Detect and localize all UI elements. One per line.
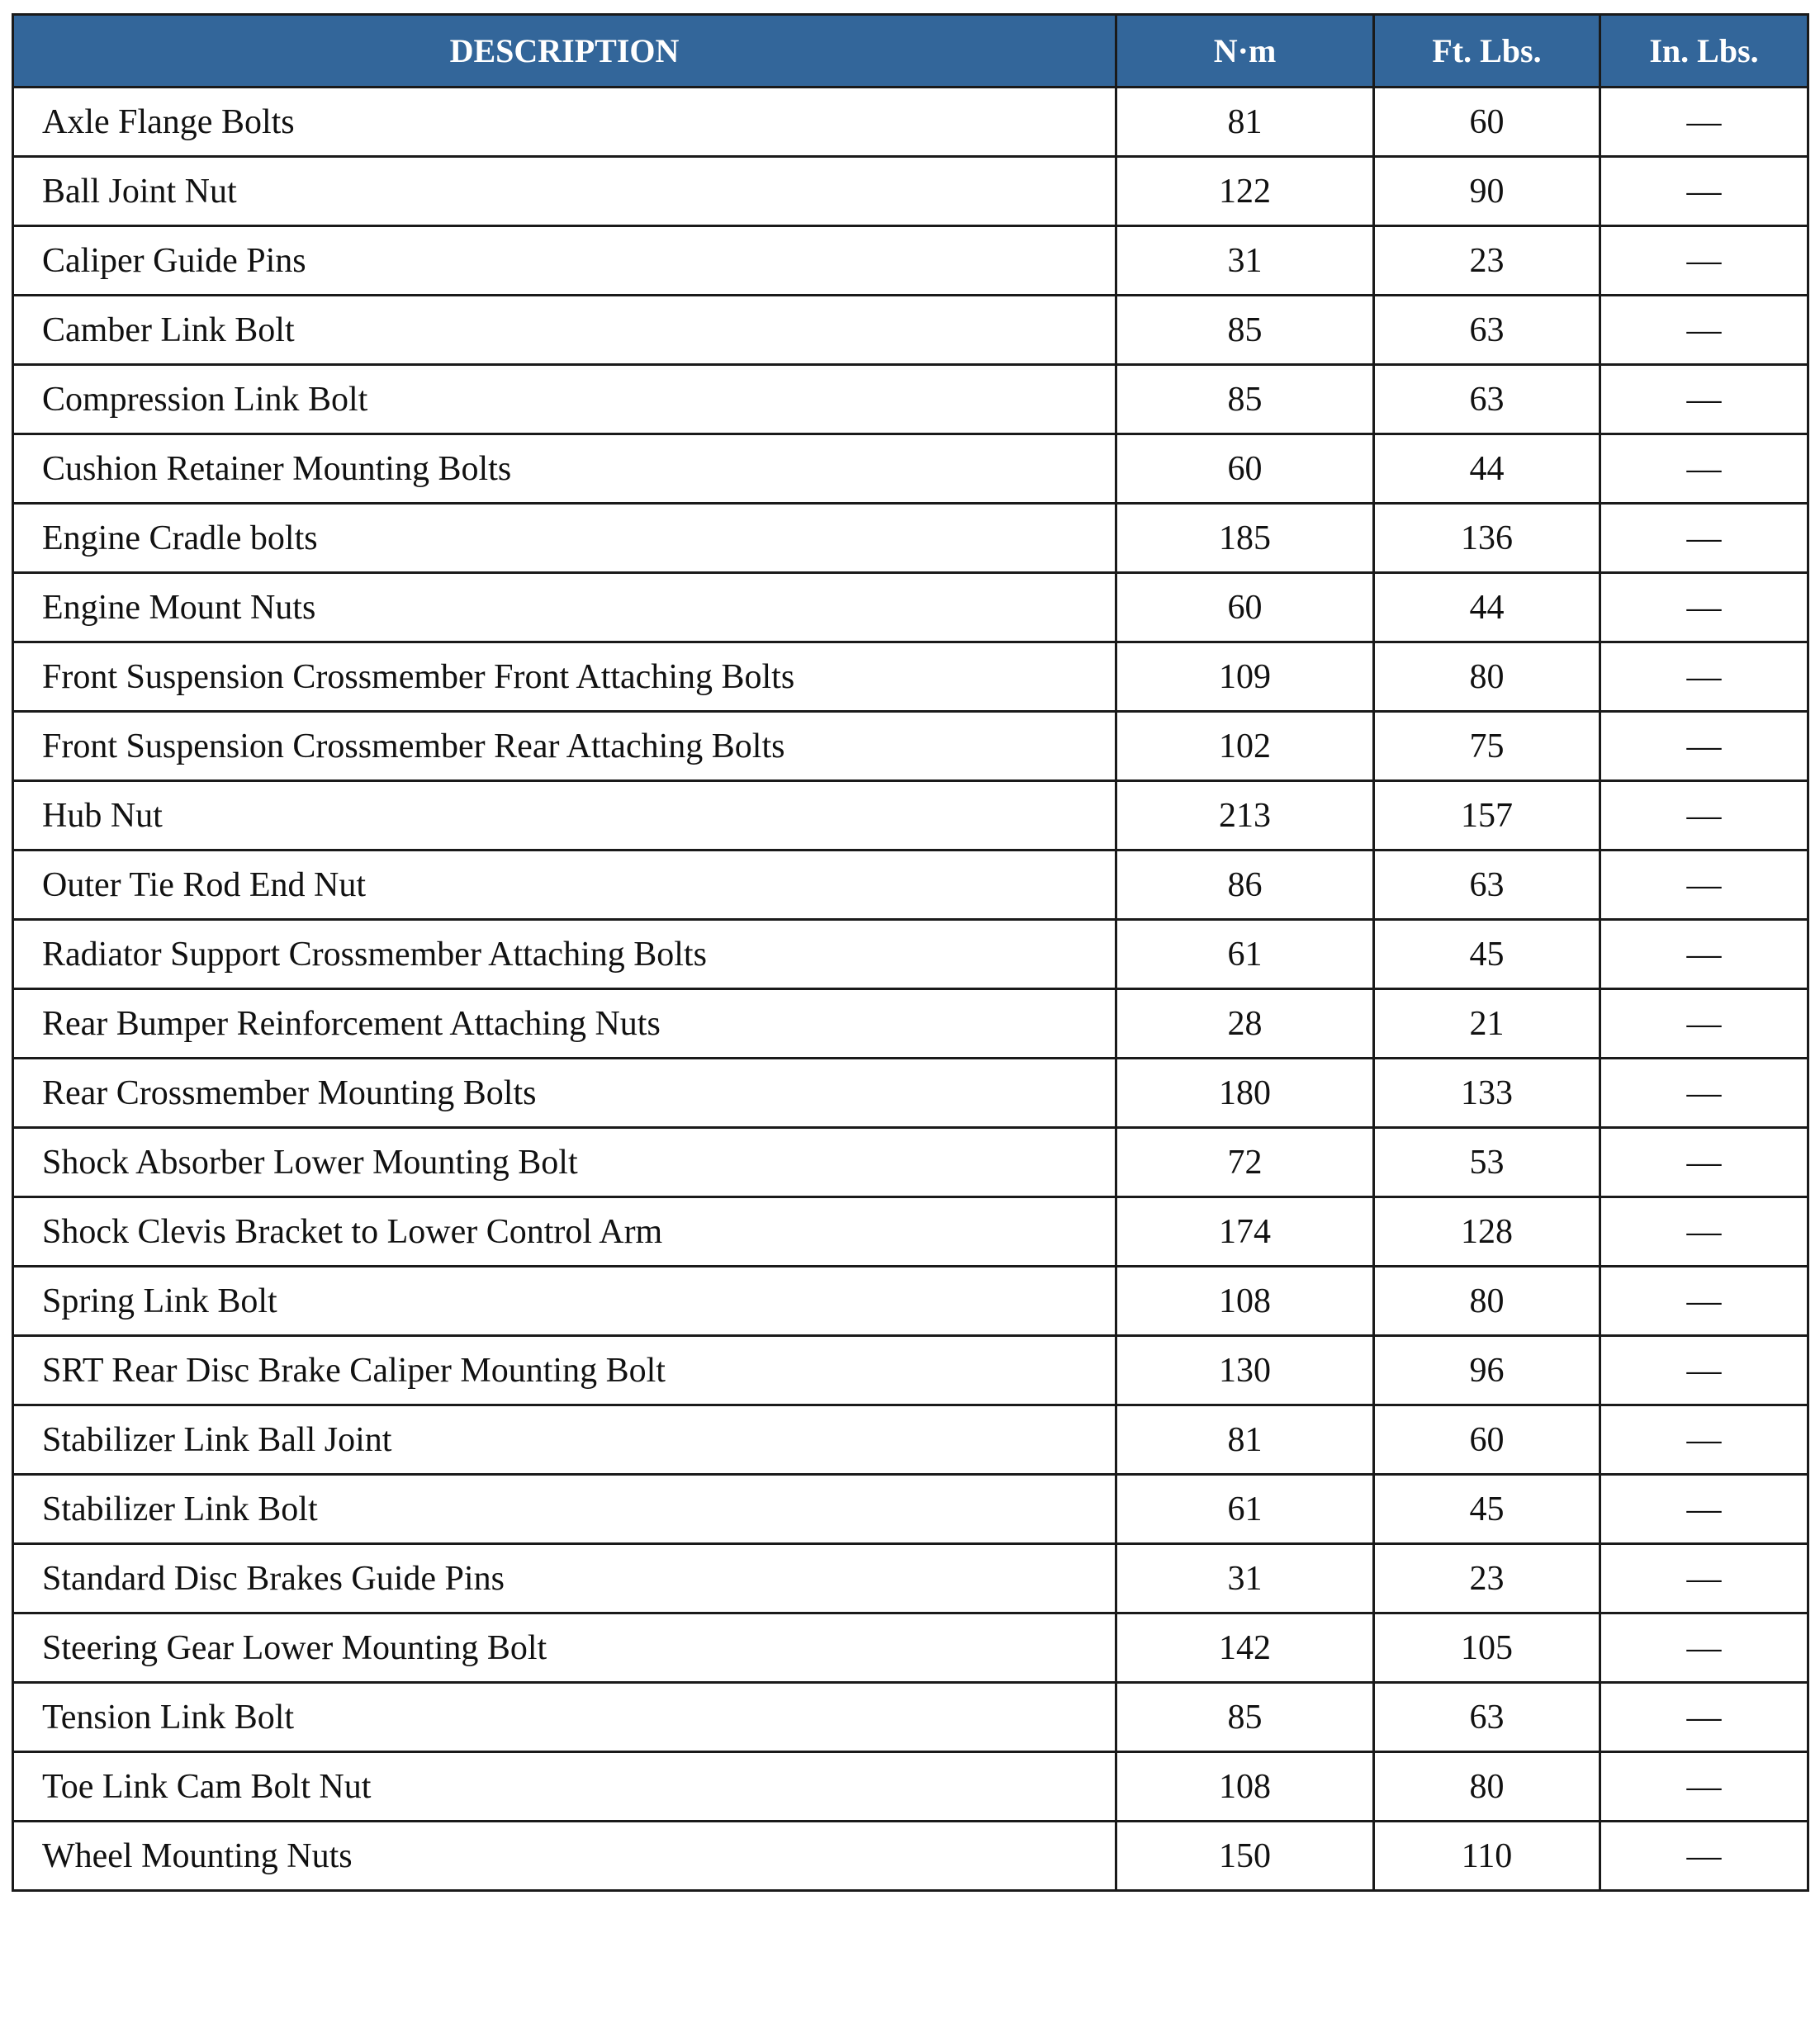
cell-nm: 185 bbox=[1116, 504, 1374, 573]
cell-ft-lbs: 105 bbox=[1374, 1613, 1600, 1683]
cell-description: Axle Flange Bolts bbox=[13, 88, 1116, 157]
cell-in-lbs: — bbox=[1600, 1475, 1808, 1544]
cell-nm: 180 bbox=[1116, 1059, 1374, 1128]
cell-description: Stabilizer Link Ball Joint bbox=[13, 1405, 1116, 1475]
table-row bbox=[13, 781, 1808, 851]
table-row bbox=[13, 1613, 1808, 1683]
table-row bbox=[13, 1128, 1808, 1197]
cell-ft-lbs: 110 bbox=[1374, 1822, 1600, 1891]
cell-in-lbs: — bbox=[1600, 226, 1808, 296]
cell-in-lbs: — bbox=[1600, 989, 1808, 1059]
cell-nm: 108 bbox=[1116, 1752, 1374, 1822]
header-in-lbs: In. Lbs. bbox=[1600, 15, 1808, 88]
cell-nm: 142 bbox=[1116, 1613, 1374, 1683]
table-row bbox=[13, 1405, 1808, 1475]
cell-nm: 85 bbox=[1116, 296, 1374, 365]
cell-in-lbs: — bbox=[1600, 1613, 1808, 1683]
cell-in-lbs: — bbox=[1600, 1059, 1808, 1128]
cell-nm: 174 bbox=[1116, 1197, 1374, 1267]
cell-nm: 109 bbox=[1116, 642, 1374, 712]
cell-ft-lbs: 80 bbox=[1374, 1267, 1600, 1336]
cell-nm: 28 bbox=[1116, 989, 1374, 1059]
cell-ft-lbs: 96 bbox=[1374, 1336, 1600, 1405]
cell-ft-lbs: 75 bbox=[1374, 712, 1600, 781]
cell-description: Shock Clevis Bracket to Lower Control Arm bbox=[13, 1197, 1116, 1267]
header-ft-lbs: Ft. Lbs. bbox=[1374, 15, 1600, 88]
cell-in-lbs: — bbox=[1600, 88, 1808, 157]
cell-ft-lbs: 80 bbox=[1374, 642, 1600, 712]
table-body bbox=[13, 88, 1808, 1891]
cell-description: Radiator Support Crossmember Attaching Bolts bbox=[13, 920, 1116, 989]
torque-spec-table-container bbox=[12, 13, 1807, 1892]
cell-in-lbs: — bbox=[1600, 1752, 1808, 1822]
cell-description: SRT Rear Disc Brake Caliper Mounting Bolt bbox=[13, 1336, 1116, 1405]
table-row bbox=[13, 1752, 1808, 1822]
cell-description: Compression Link Bolt bbox=[13, 365, 1116, 434]
cell-description: Front Suspension Crossmember Rear Attaching Bolts bbox=[13, 712, 1116, 781]
cell-ft-lbs: 45 bbox=[1374, 1475, 1600, 1544]
cell-in-lbs: — bbox=[1600, 1267, 1808, 1336]
cell-description: Toe Link Cam Bolt Nut bbox=[13, 1752, 1116, 1822]
table-row bbox=[13, 88, 1808, 157]
table-row bbox=[13, 1059, 1808, 1128]
table-row bbox=[13, 851, 1808, 920]
table-row bbox=[13, 1475, 1808, 1544]
cell-in-lbs: — bbox=[1600, 296, 1808, 365]
cell-description: Hub Nut bbox=[13, 781, 1116, 851]
cell-nm: 31 bbox=[1116, 1544, 1374, 1613]
cell-nm: 61 bbox=[1116, 1475, 1374, 1544]
cell-ft-lbs: 63 bbox=[1374, 365, 1600, 434]
cell-in-lbs: — bbox=[1600, 1405, 1808, 1475]
cell-nm: 122 bbox=[1116, 157, 1374, 226]
cell-description: Ball Joint Nut bbox=[13, 157, 1116, 226]
cell-ft-lbs: 44 bbox=[1374, 434, 1600, 504]
table-row bbox=[13, 1197, 1808, 1267]
cell-nm: 130 bbox=[1116, 1336, 1374, 1405]
cell-in-lbs: — bbox=[1600, 573, 1808, 642]
cell-description: Camber Link Bolt bbox=[13, 296, 1116, 365]
cell-ft-lbs: 133 bbox=[1374, 1059, 1600, 1128]
cell-in-lbs: — bbox=[1600, 1336, 1808, 1405]
table-row bbox=[13, 1544, 1808, 1613]
cell-nm: 102 bbox=[1116, 712, 1374, 781]
cell-in-lbs: — bbox=[1600, 781, 1808, 851]
table-row bbox=[13, 296, 1808, 365]
cell-description: Rear Bumper Reinforcement Attaching Nuts bbox=[13, 989, 1116, 1059]
cell-in-lbs: — bbox=[1600, 1683, 1808, 1752]
table-row bbox=[13, 1267, 1808, 1336]
cell-ft-lbs: 80 bbox=[1374, 1752, 1600, 1822]
table-header bbox=[13, 15, 1808, 88]
table-row bbox=[13, 573, 1808, 642]
table-row bbox=[13, 1822, 1808, 1891]
cell-ft-lbs: 128 bbox=[1374, 1197, 1600, 1267]
cell-nm: 81 bbox=[1116, 88, 1374, 157]
cell-ft-lbs: 60 bbox=[1374, 88, 1600, 157]
cell-description: Wheel Mounting Nuts bbox=[13, 1822, 1116, 1891]
cell-in-lbs: — bbox=[1600, 1822, 1808, 1891]
cell-ft-lbs: 63 bbox=[1374, 851, 1600, 920]
cell-in-lbs: — bbox=[1600, 1197, 1808, 1267]
cell-in-lbs: — bbox=[1600, 712, 1808, 781]
cell-ft-lbs: 63 bbox=[1374, 1683, 1600, 1752]
cell-in-lbs: — bbox=[1600, 1128, 1808, 1197]
table-row bbox=[13, 920, 1808, 989]
cell-in-lbs: — bbox=[1600, 157, 1808, 226]
cell-nm: 85 bbox=[1116, 365, 1374, 434]
table-row bbox=[13, 226, 1808, 296]
table-row bbox=[13, 642, 1808, 712]
cell-description: Steering Gear Lower Mounting Bolt bbox=[13, 1613, 1116, 1683]
cell-nm: 85 bbox=[1116, 1683, 1374, 1752]
cell-ft-lbs: 157 bbox=[1374, 781, 1600, 851]
cell-description: Rear Crossmember Mounting Bolts bbox=[13, 1059, 1116, 1128]
cell-in-lbs: — bbox=[1600, 504, 1808, 573]
cell-ft-lbs: 90 bbox=[1374, 157, 1600, 226]
cell-nm: 81 bbox=[1116, 1405, 1374, 1475]
table-row bbox=[13, 1683, 1808, 1752]
cell-description: Standard Disc Brakes Guide Pins bbox=[13, 1544, 1116, 1613]
cell-description: Front Suspension Crossmember Front Attaching Bolts bbox=[13, 642, 1116, 712]
cell-description: Engine Cradle bolts bbox=[13, 504, 1116, 573]
cell-description: Caliper Guide Pins bbox=[13, 226, 1116, 296]
cell-description: Cushion Retainer Mounting Bolts bbox=[13, 434, 1116, 504]
cell-ft-lbs: 23 bbox=[1374, 226, 1600, 296]
cell-nm: 61 bbox=[1116, 920, 1374, 989]
header-description: DESCRIPTION bbox=[13, 15, 1116, 88]
cell-in-lbs: — bbox=[1600, 920, 1808, 989]
torque-spec-table bbox=[12, 13, 1809, 1892]
table-row bbox=[13, 157, 1808, 226]
cell-ft-lbs: 60 bbox=[1374, 1405, 1600, 1475]
table-row bbox=[13, 434, 1808, 504]
header-nm: N·m bbox=[1116, 15, 1374, 88]
cell-ft-lbs: 45 bbox=[1374, 920, 1600, 989]
table-row bbox=[13, 504, 1808, 573]
cell-description: Tension Link Bolt bbox=[13, 1683, 1116, 1752]
cell-ft-lbs: 21 bbox=[1374, 989, 1600, 1059]
cell-nm: 60 bbox=[1116, 573, 1374, 642]
header-row bbox=[13, 15, 1808, 88]
cell-in-lbs: — bbox=[1600, 851, 1808, 920]
cell-description: Stabilizer Link Bolt bbox=[13, 1475, 1116, 1544]
cell-nm: 213 bbox=[1116, 781, 1374, 851]
cell-description: Outer Tie Rod End Nut bbox=[13, 851, 1116, 920]
cell-ft-lbs: 44 bbox=[1374, 573, 1600, 642]
cell-ft-lbs: 63 bbox=[1374, 296, 1600, 365]
cell-description: Shock Absorber Lower Mounting Bolt bbox=[13, 1128, 1116, 1197]
cell-nm: 86 bbox=[1116, 851, 1374, 920]
cell-in-lbs: — bbox=[1600, 434, 1808, 504]
cell-description: Spring Link Bolt bbox=[13, 1267, 1116, 1336]
table-row bbox=[13, 989, 1808, 1059]
cell-ft-lbs: 136 bbox=[1374, 504, 1600, 573]
cell-ft-lbs: 23 bbox=[1374, 1544, 1600, 1613]
cell-in-lbs: — bbox=[1600, 642, 1808, 712]
table-row bbox=[13, 712, 1808, 781]
cell-ft-lbs: 53 bbox=[1374, 1128, 1600, 1197]
cell-in-lbs: — bbox=[1600, 365, 1808, 434]
cell-nm: 31 bbox=[1116, 226, 1374, 296]
cell-nm: 60 bbox=[1116, 434, 1374, 504]
cell-nm: 72 bbox=[1116, 1128, 1374, 1197]
cell-nm: 150 bbox=[1116, 1822, 1374, 1891]
cell-description: Engine Mount Nuts bbox=[13, 573, 1116, 642]
cell-in-lbs: — bbox=[1600, 1544, 1808, 1613]
table-row bbox=[13, 1336, 1808, 1405]
table-row bbox=[13, 365, 1808, 434]
cell-nm: 108 bbox=[1116, 1267, 1374, 1336]
